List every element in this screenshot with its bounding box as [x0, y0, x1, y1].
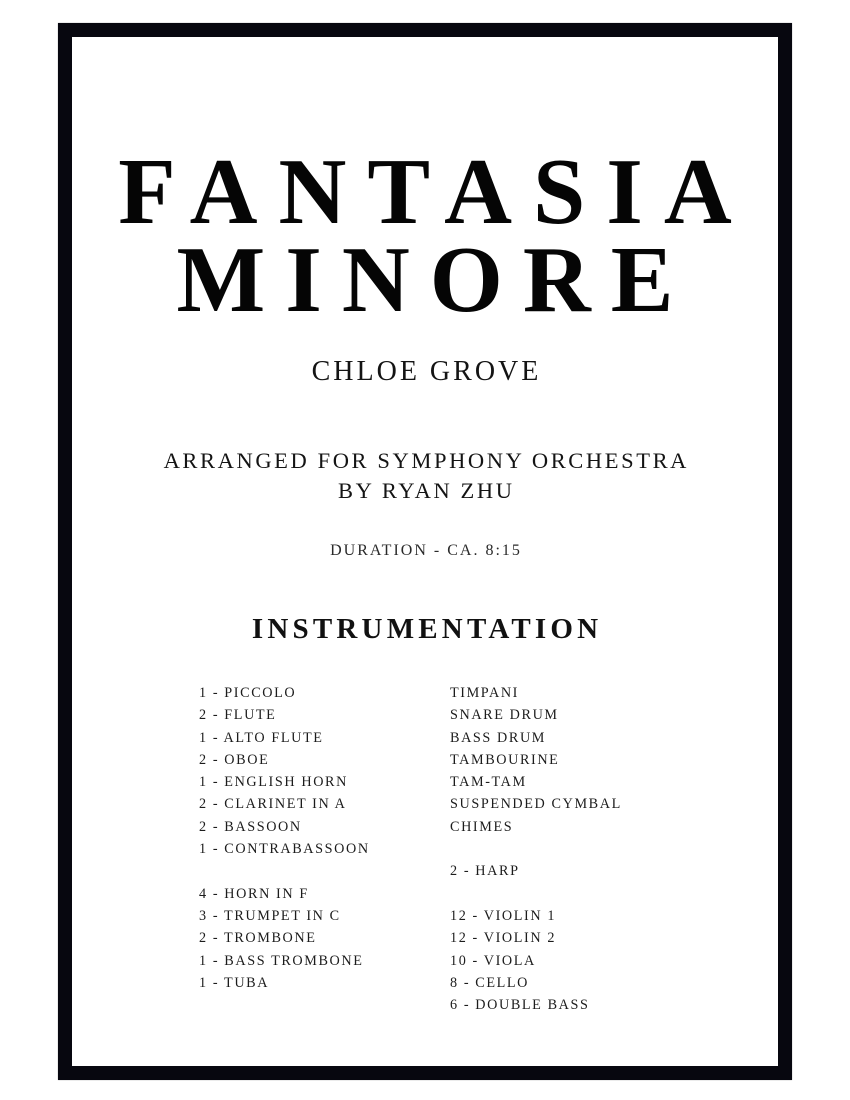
- instrument-item: 2 - FLUTE: [199, 707, 277, 724]
- list-spacer: [450, 838, 622, 860]
- instrument-item: 1 - BASS TROMBONE: [199, 952, 364, 969]
- instrument-item: 8 - CELLO: [450, 974, 530, 991]
- duration-text: DURATION - CA. 8:15: [330, 542, 522, 559]
- instrument-item: SUSPENDED CYMBAL: [450, 796, 622, 813]
- instrument-item: SNARE DRUM: [450, 707, 559, 724]
- instrument-item: 2 - HARP: [450, 863, 520, 880]
- composer-name: CHLOE GROVE: [311, 356, 542, 387]
- arrangement-line-2: BY RYAN ZHU: [338, 478, 515, 503]
- instrument-item: 1 - CONTRABASSOON: [199, 841, 370, 858]
- instrument-item: 4 - HORN IN F: [199, 885, 309, 902]
- instrument-item: 1 - ENGLISH HORN: [199, 774, 348, 791]
- instrument-item: 6 - DOUBLE BASS: [450, 997, 590, 1014]
- instrument-item: BASS DRUM: [450, 729, 547, 746]
- instrument-item: CHIMES: [450, 818, 514, 835]
- instrument-item: TIMPANI: [450, 685, 520, 701]
- instrument-item: 2 - BASSOON: [199, 818, 302, 835]
- instrumentation-list-left: [199, 682, 370, 994]
- instrument-item: 3 - TRUMPET IN C: [199, 907, 341, 924]
- instrumentation-heading: INSTRUMENTATION: [251, 613, 603, 645]
- instrument-item: 1 - ALTO FLUTE: [199, 729, 324, 746]
- instrument-item: 12 - VIOLIN 1: [450, 907, 557, 924]
- list-spacer: [450, 883, 622, 905]
- instrument-item: 2 - TROMBONE: [199, 930, 317, 947]
- title-line-1: FANTASIA: [118, 140, 753, 244]
- arrangement-line-1: ARRANGED FOR SYMPHONY ORCHESTRA: [163, 448, 690, 473]
- instrument-item: 12 - VIOLIN 2: [450, 930, 557, 947]
- instrument-item: TAM-TAM: [450, 774, 527, 791]
- instrument-item: 2 - CLARINET IN A: [199, 796, 347, 813]
- list-spacer: [199, 860, 370, 882]
- instrument-item: 10 - VIOLA: [450, 952, 536, 969]
- instrumentation-list-right: [450, 682, 622, 1016]
- title-line-2: MINORE: [176, 228, 694, 332]
- instrument-item: TAMBOURINE: [450, 751, 560, 768]
- instrument-item: 2 - OBOE: [199, 751, 270, 768]
- instrument-item: 1 - PICCOLO: [199, 685, 297, 701]
- instrument-item: 1 - TUBA: [199, 974, 270, 991]
